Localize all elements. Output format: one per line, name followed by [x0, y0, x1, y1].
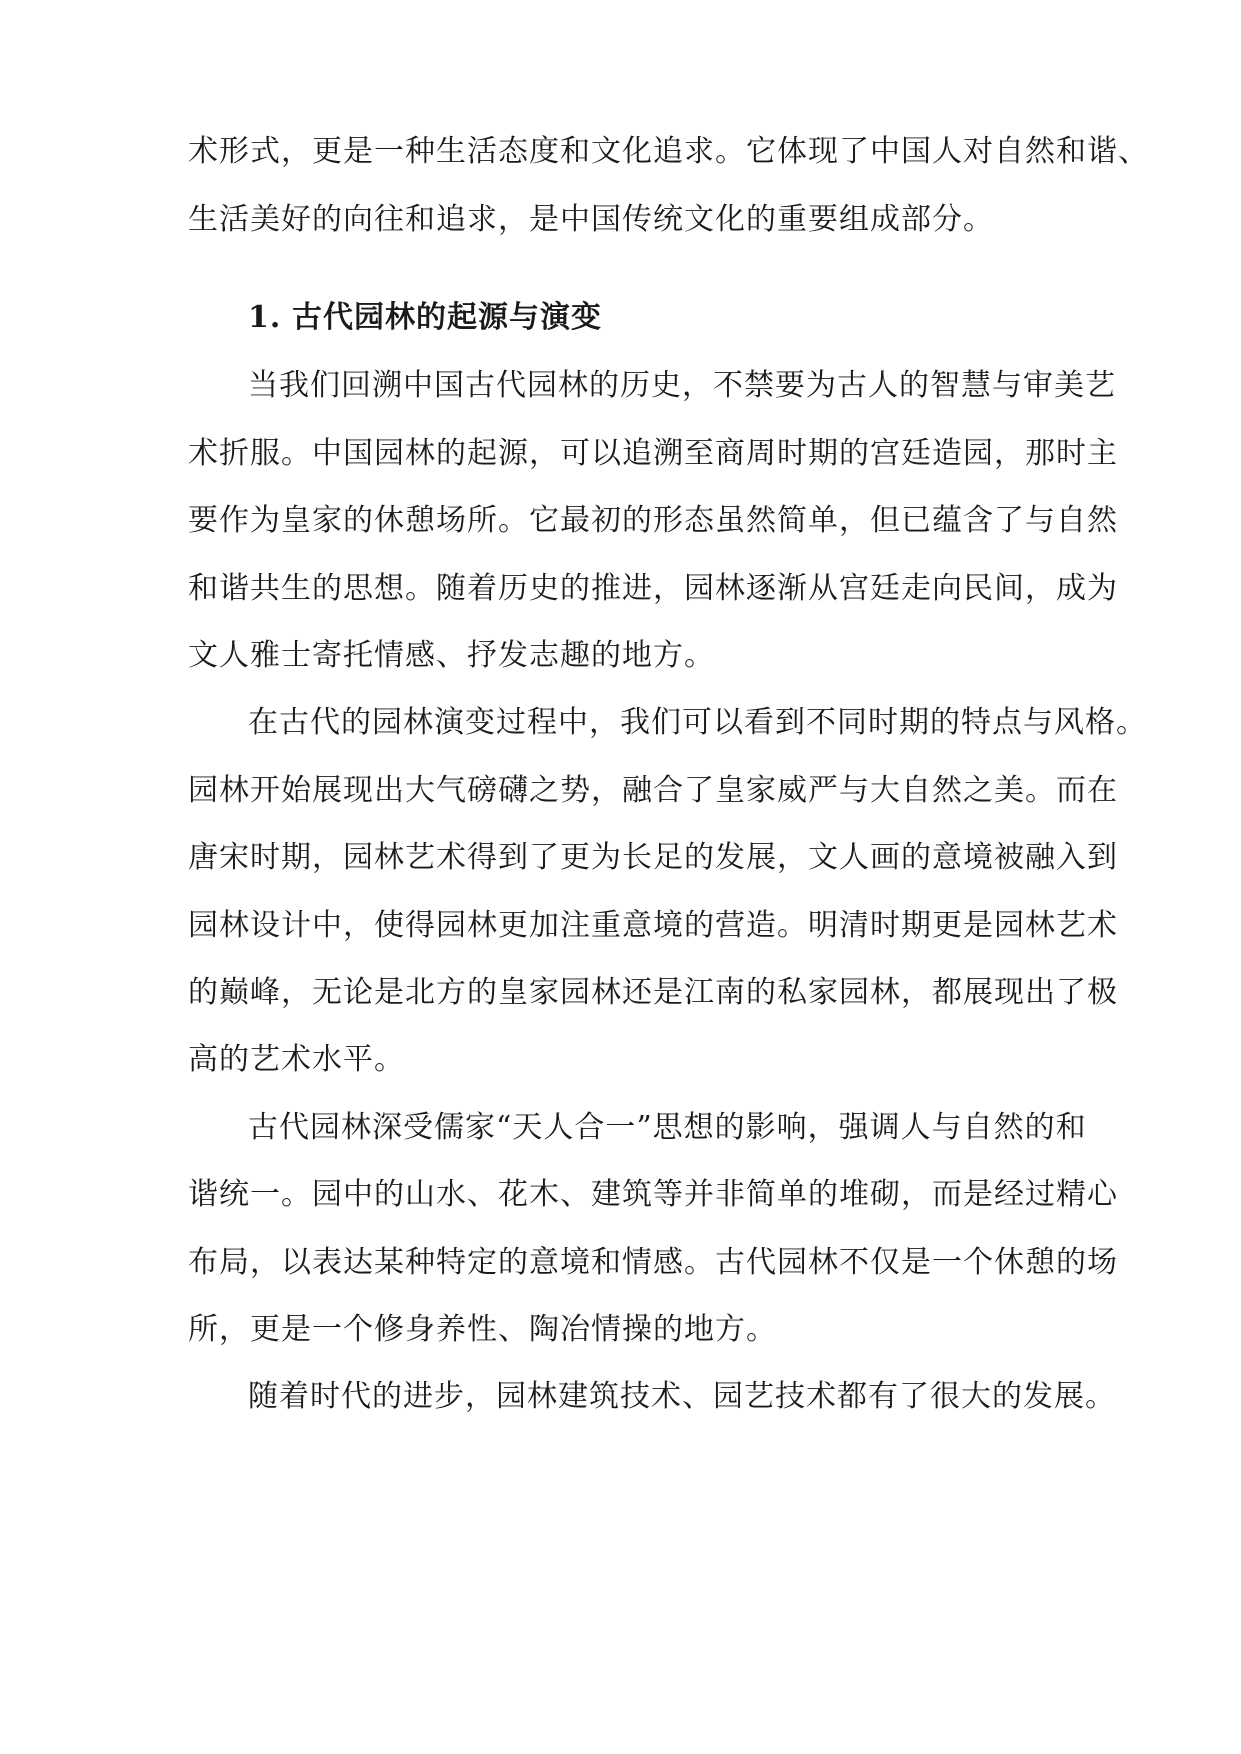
paragraph-2-line-4: 园林设计中，使得园林更加注重意境的营造。明清时期更是园林艺术 [188, 908, 1118, 943]
paragraph-2-line-3: 唐宋时期，园林艺术得到了更为长足的发展，文人画的意境被融入到 [188, 840, 1118, 875]
paragraph-2-line-6: 高的艺术水平。 [188, 1042, 405, 1077]
paragraph-1-line-5: 文人雅士寄托情感、抒发志趣的地方。 [188, 638, 715, 673]
paragraph-1-line-1: 当我们回溯中国古代园林的历史，不禁要为古人的智慧与审美艺 [248, 368, 1116, 403]
section-title: 古代园林的起源与演变 [292, 300, 602, 335]
paragraph-2-line-1: 在古代的园林演变过程中，我们可以看到不同时期的特点与风格。 [248, 705, 1147, 740]
section-heading [248, 298, 602, 338]
paragraph-4-line-1: 随着时代的进步，园林建筑技术、园艺技术都有了很大的发展。 [248, 1379, 1116, 1414]
paragraph-1-line-3: 要作为皇家的休憩场所。它最初的形态虽然简单，但已蕴含了与自然 [188, 503, 1118, 538]
intro-line-2: 生活美好的向往和追求，是中国传统文化的重要组成部分。 [188, 202, 994, 237]
paragraph-2-line-5: 的巅峰，无论是北方的皇家园林还是江南的私家园林，都展现出了极 [188, 975, 1118, 1010]
paragraph-3-line-4: 所，更是一个修身养性、陶冶情操的地方。 [188, 1312, 777, 1347]
paragraph-2-line-2: 园林开始展现出大气磅礴之势，融合了皇家威严与大自然之美。而在 [188, 773, 1118, 808]
paragraph-1-line-4: 和谐共生的思想。随着历史的推进，园林逐渐从宫廷走向民间，成为 [188, 571, 1118, 606]
paragraph-3-line-1: 古代园林深受儒家“天人合一”思想的影响，强调人与自然的和 [248, 1110, 1087, 1145]
paragraph-3-line-3: 布局，以表达某种特定的意境和情感。古代园林不仅是一个休憩的场 [188, 1245, 1118, 1280]
paragraph-3-line-2: 谐统一。园中的山水、花木、建筑等并非简单的堆砌，而是经过精心 [188, 1177, 1118, 1212]
intro-line-1: 术形式，更是一种生活态度和文化追求。它体现了中国人对自然和谐、 [188, 134, 1149, 169]
section-number: 1. [248, 300, 282, 335]
paragraph-1-line-2: 术折服。中国园林的起源，可以追溯至商周时期的宫廷造园，那时主 [188, 436, 1118, 471]
